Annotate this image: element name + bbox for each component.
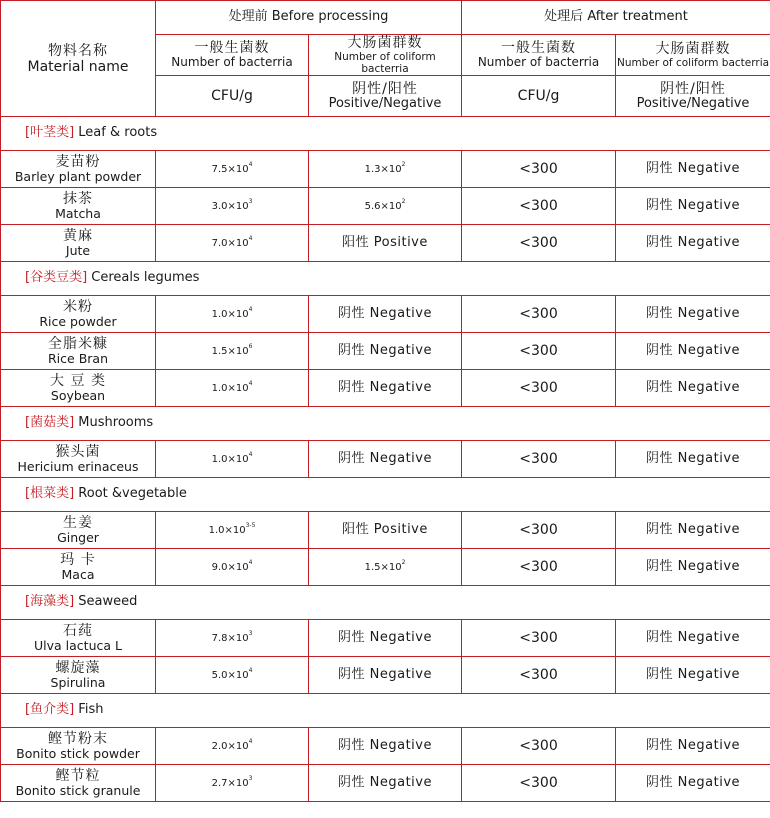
coliform-cn: 大肠菌群数 (655, 41, 731, 58)
material-cn: 玛 卡 (60, 551, 96, 568)
before-processing-header (156, 1, 462, 35)
coliform-after-cell (616, 657, 770, 694)
bacteria-after-cell (462, 296, 616, 333)
after-cn: 处理后 (544, 9, 584, 25)
coliform-en: Number of coliform bacterria (334, 51, 436, 76)
posneg-cn: 阴性/阳性 (352, 80, 418, 97)
category-en: Fish (78, 702, 104, 718)
bacteria-before-cell (156, 333, 309, 370)
category-row (1, 586, 770, 620)
bacteria-after-value: <300 (519, 450, 558, 467)
coliform-before-result: 阴性 Negative (338, 379, 432, 395)
coliform-after-result: 阴性 Negative (646, 450, 741, 466)
bacteria-after-cell (462, 620, 616, 657)
bacteria-after-value: <300 (519, 737, 558, 754)
table-row (1, 188, 770, 225)
bacteria-before-cell (156, 370, 309, 407)
material-en: Bonito stick granule (15, 783, 141, 799)
coliform-after-result: 阴性 Negative (646, 379, 741, 395)
category-cell (1, 694, 770, 728)
table-row (1, 225, 770, 262)
bacteria-after-cell (462, 728, 616, 765)
table-row (1, 370, 770, 407)
coliform-after-result: 阴性 Negative (646, 629, 741, 645)
posneg-cn: 阴性/阳性 (660, 80, 726, 97)
table-row (1, 657, 770, 694)
category-en: Leaf & roots (78, 125, 158, 141)
coliform-after-result: 阴性 Negative (646, 160, 741, 176)
after-bacteria-header (462, 35, 616, 76)
category-row (1, 478, 770, 512)
coliform-after-result: 阴性 Negative (646, 197, 741, 213)
bacteria-after-value: <300 (519, 629, 558, 646)
coliform-before-cell (309, 549, 462, 586)
bacteria-before-value: $2.0\times 10^4$ (211, 737, 253, 752)
table-row (1, 296, 770, 333)
category-cell (1, 478, 770, 512)
coliform-before-cell (309, 620, 462, 657)
material-en: Hericium erinaceus (17, 459, 139, 475)
category-row (1, 262, 770, 296)
bacteria-after-value: <300 (519, 197, 558, 214)
material-en: Rice powder (39, 314, 117, 330)
material-en: Rice Bran (48, 351, 108, 367)
table-row (1, 549, 770, 586)
coliform-after-result: 阴性 Negative (646, 234, 741, 250)
coliform-after-cell (616, 151, 770, 188)
material-cell (1, 620, 156, 657)
bacteria-cn: 一般生菌数 (501, 40, 577, 57)
bacteria-before-value: $1.5\times 10^6$ (211, 342, 253, 357)
bacteria-after-cell (462, 441, 616, 478)
category-row (1, 407, 770, 441)
coliform-after-result: 阴性 Negative (646, 737, 741, 753)
material-en: Maca (61, 567, 95, 583)
category-cell (1, 586, 770, 620)
category-cn: [菌菇类] (25, 415, 75, 431)
table-row (1, 333, 770, 370)
coliform-after-result: 阴性 Negative (646, 342, 741, 358)
category-cell (1, 117, 770, 151)
coliform-before-cell (309, 151, 462, 188)
coliform-after-result: 阴性 Negative (646, 666, 741, 682)
coliform-before-cell (309, 441, 462, 478)
material-cn: 麦苗粉 (55, 153, 101, 170)
category-cell (1, 262, 770, 296)
coliform-before-result: 阳性 Positive (342, 521, 428, 537)
category-en: Seaweed (78, 594, 138, 610)
bacteria-after-value: <300 (519, 666, 558, 683)
coliform-after-cell (616, 549, 770, 586)
bacteria-before-value: $5.0\times 10^4$ (211, 666, 253, 681)
coliform-before-value: $5.6\times 10^2$ (364, 197, 406, 212)
coliform-before-cell (309, 188, 462, 225)
material-cell (1, 370, 156, 407)
bacteria-before-cell (156, 225, 309, 262)
material-cell (1, 333, 156, 370)
coliform-before-cell (309, 728, 462, 765)
unit-cfu: CFU/g (211, 87, 253, 104)
coliform-after-cell (616, 441, 770, 478)
table-row (1, 728, 770, 765)
material-cn: 米粉 (63, 298, 93, 315)
bacteria-en: Number of bacterria (477, 55, 600, 70)
coliform-before-result: 阴性 Negative (338, 342, 432, 358)
bacteria-before-cell (156, 765, 309, 802)
bacteria-after-cell (462, 657, 616, 694)
coliform-before-result: 阴性 Negative (338, 629, 432, 645)
bacteria-before-value: $7.8\times 10^3$ (211, 629, 253, 644)
bacteria-after-cell (462, 188, 616, 225)
coliform-before-cell (309, 333, 462, 370)
category-en: Mushrooms (78, 415, 154, 431)
coliform-cn: 大肠菌群数 (347, 35, 423, 51)
table-row (1, 151, 770, 188)
material-cell (1, 512, 156, 549)
category-row (1, 117, 770, 151)
bacteria-after-cell (462, 512, 616, 549)
before-posneg-header (309, 76, 462, 117)
bacteria-after-cell (462, 151, 616, 188)
posneg-en: Positive/Negative (636, 95, 750, 111)
material-cn: 全脂米糠 (48, 335, 108, 352)
material-cn: 鲣节粒 (55, 767, 101, 784)
material-name-cn: 物料名称 (48, 42, 108, 59)
bacteria-after-value: <300 (519, 379, 558, 396)
material-cell (1, 188, 156, 225)
after-en: After treatment (587, 9, 688, 25)
bacteria-before-value: $1.0\times 10^4$ (211, 305, 253, 320)
material-en: Matcha (55, 206, 101, 222)
material-cell (1, 225, 156, 262)
coliform-before-cell (309, 765, 462, 802)
material-cell (1, 441, 156, 478)
coliform-before-value: $1.3\times 10^2$ (364, 160, 406, 175)
bacteria-after-value: <300 (519, 521, 558, 538)
category-cn: [根菜类] (25, 486, 75, 502)
coliform-after-cell (616, 370, 770, 407)
coliform-before-cell (309, 370, 462, 407)
unit-cfu: CFU/g (517, 87, 560, 104)
coliform-after-cell (616, 728, 770, 765)
before-coliform-header (309, 35, 462, 76)
material-cn: 抹茶 (63, 190, 93, 207)
material-cn: 大 豆 类 (50, 372, 106, 389)
after-posneg-header (616, 76, 770, 117)
coliform-after-result: 阴性 Negative (646, 305, 741, 321)
after-treatment-header (462, 1, 770, 35)
material-cell (1, 657, 156, 694)
category-cell (1, 407, 770, 441)
coliform-before-result: 阴性 Negative (338, 450, 432, 466)
after-coliform-header (616, 35, 770, 76)
bacteria-after-cell (462, 549, 616, 586)
material-en: Spirulina (50, 675, 106, 691)
bacteria-before-cell (156, 441, 309, 478)
before-en: Before processing (271, 9, 389, 25)
coliform-before-value: $1.5\times 10^2$ (364, 558, 406, 573)
material-en: Ulva lactuca L (34, 638, 122, 654)
bacteria-after-cell (462, 333, 616, 370)
coliform-after-cell (616, 765, 770, 802)
bacteria-before-value: $2.7\times 10^3$ (211, 774, 253, 789)
before-cn: 处理前 (228, 9, 268, 25)
bacteria-before-value: $7.0\times 10^4$ (211, 234, 253, 249)
material-cn: 石莼 (63, 622, 93, 639)
category-cn: [谷类豆类] (25, 270, 88, 286)
material-en: Jute (65, 243, 91, 259)
coliform-before-result: 阴性 Negative (338, 666, 432, 682)
category-cn: [鱼介类] (25, 702, 75, 718)
bacteria-before-cell (156, 512, 309, 549)
table-row (1, 765, 770, 802)
bacteria-before-cell (156, 657, 309, 694)
bacteria-before-value: $7.5\times 10^4$ (211, 160, 253, 175)
material-name-header (1, 1, 156, 117)
material-cell (1, 151, 156, 188)
table-row (1, 512, 770, 549)
bacteria-after-value: <300 (519, 558, 558, 575)
bacteria-after-value: <300 (519, 305, 558, 322)
table-row (1, 441, 770, 478)
bacteria-before-cell (156, 151, 309, 188)
material-cell (1, 549, 156, 586)
coliform-after-cell (616, 620, 770, 657)
bacteria-after-value: <300 (519, 342, 558, 359)
coliform-before-result: 阴性 Negative (338, 305, 432, 321)
material-cell (1, 765, 156, 802)
coliform-before-cell (309, 296, 462, 333)
material-cn: 猴头菌 (55, 443, 101, 460)
coliform-before-cell (309, 657, 462, 694)
category-en: Cereals legumes (91, 270, 200, 286)
bacteria-before-value: $1.0\times 10^{3-5}$ (208, 521, 256, 536)
coliform-before-result: 阴性 Negative (338, 774, 432, 790)
material-en: Ginger (57, 530, 99, 546)
coliform-before-cell (309, 225, 462, 262)
material-name-en: Material name (27, 58, 129, 75)
coliform-before-result: 阴性 Negative (338, 737, 432, 753)
before-unit-header (156, 76, 309, 117)
coliform-before-cell (309, 512, 462, 549)
coliform-en: Number of coliform bacterria (616, 57, 770, 70)
coliform-after-cell (616, 296, 770, 333)
coliform-after-result: 阴性 Negative (646, 774, 741, 790)
posneg-en: Positive/Negative (328, 95, 442, 111)
after-unit-header (462, 76, 616, 117)
bacteria-after-value: <300 (519, 234, 558, 251)
coliform-after-result: 阴性 Negative (646, 521, 741, 537)
material-cell (1, 728, 156, 765)
coliform-after-result: 阴性 Negative (646, 558, 741, 574)
bacteria-before-cell (156, 728, 309, 765)
material-en: Soybean (50, 388, 106, 404)
material-cell (1, 296, 156, 333)
before-bacteria-header (156, 35, 309, 76)
material-cn: 黄麻 (63, 227, 93, 244)
bacteria-en: Number of bacterria (171, 55, 293, 70)
coliform-before-result: 阳性 Positive (342, 234, 428, 250)
bacteria-before-value: $1.0\times 10^4$ (211, 450, 253, 465)
bacteria-before-cell (156, 549, 309, 586)
bacteria-after-cell (462, 765, 616, 802)
bacteria-before-cell (156, 620, 309, 657)
material-en: Bonito stick powder (16, 746, 140, 762)
coliform-after-cell (616, 333, 770, 370)
bacteria-after-value: <300 (519, 774, 558, 791)
material-cn: 生姜 (63, 514, 93, 531)
bacteria-after-value: <300 (519, 160, 558, 177)
category-cn: [叶茎类] (25, 125, 75, 141)
material-cn: 鲣节粉末 (48, 730, 108, 747)
bacteria-after-cell (462, 225, 616, 262)
bacteria-cn: 一般生菌数 (194, 40, 270, 57)
category-cn: [海藻类] (25, 594, 75, 610)
bacteria-before-value: $9.0\times 10^4$ (211, 558, 253, 573)
bacteria-before-cell (156, 296, 309, 333)
coliform-after-cell (616, 225, 770, 262)
bacteria-before-value: $3.0\times 10^3$ (211, 197, 253, 212)
material-en: Barley plant powder (14, 169, 142, 185)
coliform-after-cell (616, 512, 770, 549)
bacteria-before-cell (156, 188, 309, 225)
coliform-after-cell (616, 188, 770, 225)
bacteria-after-cell (462, 370, 616, 407)
table-row (1, 620, 770, 657)
category-row (1, 694, 770, 728)
category-en: Root &vegetable (78, 486, 187, 502)
material-cn: 螺旋藻 (55, 659, 101, 676)
bacteria-before-value: $1.0\times 10^4$ (211, 379, 253, 394)
